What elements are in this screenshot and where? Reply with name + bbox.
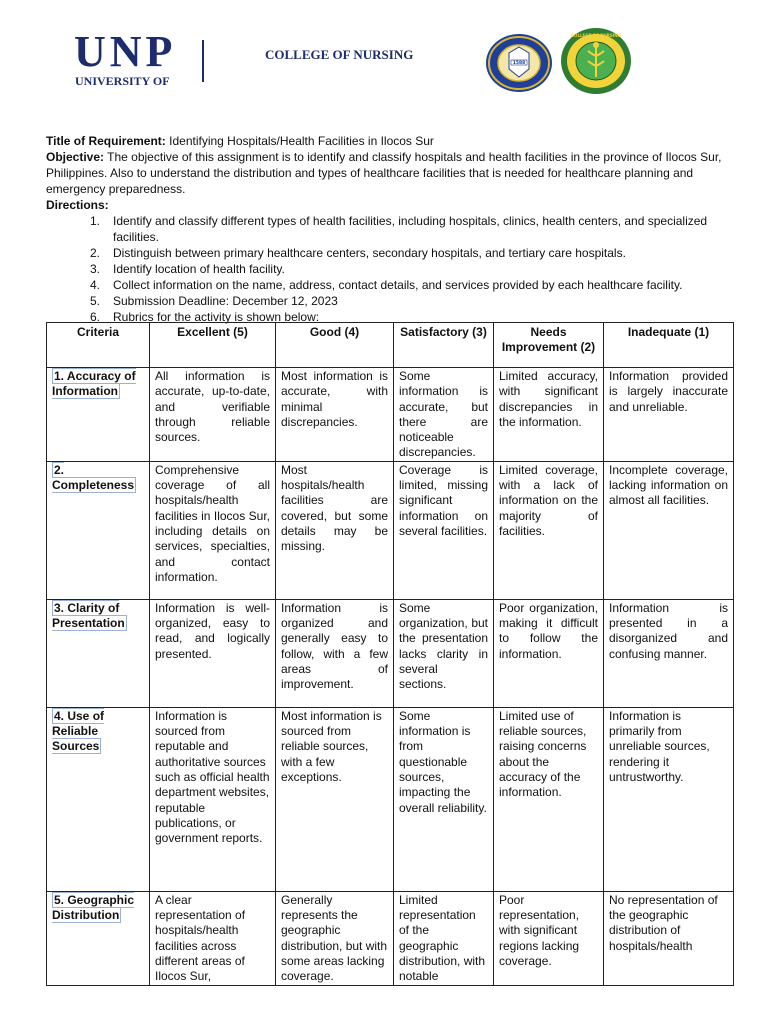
good-cell: Generally represents the geographic distribution, but with some areas lacking coverage.	[276, 891, 394, 985]
title-label: Title of Requirement:	[46, 134, 166, 148]
header-excellent: Excellent (5)	[150, 323, 276, 368]
unp-seal-icon	[485, 33, 553, 93]
direction-number: 4.	[90, 278, 101, 292]
needs-improvement-cell: Limited coverage, with a lack of information on the majority of facilities.	[494, 461, 604, 599]
criteria-label: 5. Geographic Distribution	[52, 892, 135, 923]
header-divider	[202, 40, 204, 82]
satisfactory-cell: Some information is from questionable sources, impacting the overall reliability.	[394, 707, 494, 891]
needs-improvement-cell: Poor organization, making it difficult to follow the information.	[494, 599, 604, 707]
objective-label: Objective:	[46, 150, 105, 164]
header-satisfactory: Satisfactory (3)	[394, 323, 494, 368]
criteria-label: 3. Clarity of Presentation	[52, 600, 125, 631]
criteria-label: 4. Use of Reliable Sources	[52, 708, 105, 754]
excellent-cell: Information is well-organized, easy to read, and logically presented.	[150, 599, 276, 707]
direction-item	[46, 213, 736, 245]
direction-text: Distinguish between primary healthcare centers, secondary hospitals, and tertiary care hospitals.	[113, 246, 626, 260]
direction-number: 2.	[90, 246, 101, 260]
inadequate-cell: Information is primarily from unreliable sources, rendering it untrustworthy.	[604, 707, 734, 891]
direction-item	[46, 245, 736, 261]
rubric-row	[47, 461, 734, 599]
college-of-nursing-seal-icon	[560, 27, 632, 95]
criteria-cell	[47, 707, 150, 891]
direction-text: Identify and classify different types of health facilities, including hospitals, clinics, health centers, and specialized facilities.	[113, 214, 708, 244]
direction-text: Collect information on the name, address, contact details, and services provided by each healthcare facility.	[113, 278, 683, 292]
direction-item	[46, 293, 736, 309]
excellent-cell: Information is sourced from reputable and authoritative sources such as official health department websites, reputable publications, or government reports.	[150, 707, 276, 891]
seal-college-text: COLLEGE OF NURSING	[571, 33, 621, 38]
direction-number: 5.	[90, 294, 101, 308]
rubric-header-row	[47, 323, 734, 368]
rubric-row	[47, 368, 734, 462]
title-value: Identifying Hospitals/Health Facilities in Ilocos Sur	[169, 134, 434, 148]
rubric-table	[46, 322, 734, 986]
header-needs-improvement: Needs Improvement (2)	[494, 323, 604, 368]
good-cell: Most information is accurate, with minimal discrepancies.	[276, 368, 394, 462]
direction-item	[46, 277, 736, 293]
directions-label: Directions:	[46, 198, 109, 212]
criteria-cell	[47, 368, 150, 462]
needs-improvement-cell: Limited use of reliable sources, raising concerns about the accuracy of the information.	[494, 707, 604, 891]
rubric-row	[47, 599, 734, 707]
criteria-cell	[47, 891, 150, 985]
university-text: UNIVERSITY OF	[75, 74, 170, 88]
document-header	[0, 0, 768, 120]
excellent-cell: A clear representation of hospitals/health facilities across different areas of Ilocos Sur,	[150, 891, 276, 985]
direction-item	[46, 261, 736, 277]
document-body	[46, 133, 736, 325]
excellent-cell: All information is accurate, up-to-date, and verifiable through reliable sources.	[150, 368, 276, 462]
satisfactory-cell: Limited representation of the geographic distribution, with notable	[394, 891, 494, 985]
criteria-cell	[47, 461, 150, 599]
inadequate-cell: No representation of the geographic distribution of hospitals/health	[604, 891, 734, 985]
direction-text: Rubrics for the activity is shown below:	[113, 310, 320, 324]
inadequate-cell: Incomplete coverage, lacking information on almost all facilities.	[604, 461, 734, 599]
needs-improvement-cell: Poor representation, with significant regions lacking coverage.	[494, 891, 604, 985]
objective-text: The objective of this assignment is to identify and classify hospitals and health facilities in the province of Ilocos Sur, Philippines. Also to understand the distribution and types of healthcare facilities that is needed for healthcare planning and emergency preparedness.	[46, 150, 722, 196]
header-good: Good (4)	[276, 323, 394, 368]
rubric-row	[47, 891, 734, 985]
satisfactory-cell: Some organization, but the presentation lacks clarity in several sections.	[394, 599, 494, 707]
good-cell: Information is organized and generally easy to follow, with a few areas of improvement.	[276, 599, 394, 707]
rubric-row	[47, 707, 734, 891]
college-name: COLLEGE OF NURSING	[265, 47, 414, 62]
direction-number: 6.	[90, 310, 101, 324]
header-inadequate: Inadequate (1)	[604, 323, 734, 368]
direction-text: Identify location of health facility.	[113, 262, 285, 276]
criteria-label: 1. Accuracy of Information	[52, 369, 136, 399]
excellent-cell: Comprehensive coverage of all hospitals/health facilities in Ilocos Sur, including details on services, specialties, and contact information.	[150, 461, 276, 599]
seal-year: 1588	[512, 61, 526, 66]
good-cell: Most hospitals/health facilities are covered, but some details may be missing.	[276, 461, 394, 599]
objective-paragraph	[46, 149, 736, 197]
satisfactory-cell: Coverage is limited, missing significant information on several facilities.	[394, 461, 494, 599]
good-cell: Most information is sourced from reliable sources, with a few exceptions.	[276, 707, 394, 891]
criteria-label: 2. Completeness	[52, 462, 135, 493]
title-line	[46, 133, 736, 149]
direction-text: Submission Deadline: December 12, 2023	[113, 294, 338, 308]
header-criteria: Criteria	[47, 323, 150, 368]
unp-logo-text: UNP	[74, 27, 177, 76]
satisfactory-cell: Some information is accurate, but there are noticeable discrepancies.	[394, 368, 494, 462]
direction-number: 1.	[90, 214, 101, 228]
needs-improvement-cell: Limited accuracy, with significant discrepancies in the information.	[494, 368, 604, 462]
directions-list	[46, 213, 736, 325]
inadequate-cell: Information is presented in a disorganized and confusing manner.	[604, 599, 734, 707]
direction-number: 3.	[90, 262, 101, 276]
criteria-cell	[47, 599, 150, 707]
inadequate-cell: Information provided is largely inaccurate and unreliable.	[604, 368, 734, 462]
